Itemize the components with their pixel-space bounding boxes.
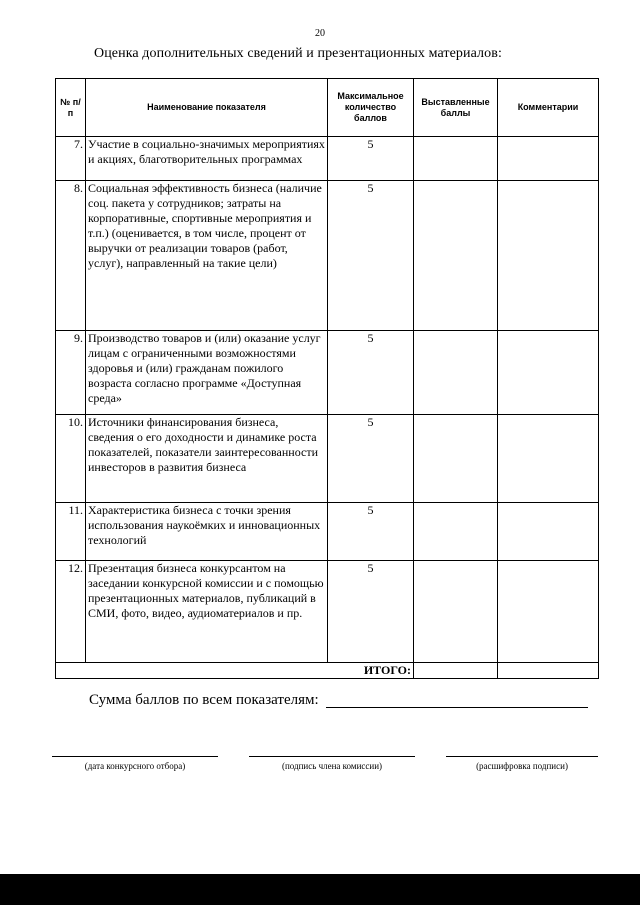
total-comment-cell (498, 663, 599, 679)
row-number: 7. (56, 137, 86, 181)
table-row (56, 331, 599, 415)
table-header-row (56, 79, 599, 137)
section-heading: Оценка дополнительных сведений и презентационных материалов: (94, 46, 502, 61)
header-num: № п/п (56, 79, 86, 137)
row-number: 12. (56, 561, 86, 663)
max-score: 5 (328, 561, 414, 663)
max-score: 5 (328, 137, 414, 181)
comment-cell[interactable] (498, 137, 599, 181)
table-row (56, 137, 599, 181)
indicator-name: Источники финансирования бизнеса, сведения о его доходности и динамике роста показателей, показатели заинтересованности инвесторов в развития бизнеса (86, 415, 328, 503)
indicator-name: Производство товаров и (или) оказание услуг лицам с ограниченными возможностями здоровья и (или) гражданам пожилого возраста согласно программе «Доступная среда» (86, 331, 328, 415)
page-number: 20 (315, 28, 325, 39)
sum-blank-field[interactable] (326, 707, 588, 708)
given-score-cell[interactable] (414, 503, 498, 561)
given-score-cell[interactable] (414, 137, 498, 181)
scan-border-bar (0, 874, 640, 905)
comment-cell[interactable] (498, 415, 599, 503)
given-score-cell[interactable] (414, 561, 498, 663)
row-number: 9. (56, 331, 86, 415)
total-row (56, 663, 599, 679)
signature-decoding-line: (расшифровка подписи) (446, 756, 598, 771)
total-score-cell[interactable] (414, 663, 498, 679)
total-label: ИТОГО: (56, 663, 414, 679)
max-score: 5 (328, 181, 414, 331)
indicator-name: Презентация бизнеса конкурсантом на заседании конкурсной комиссии и с помощью презентационных материалов, публикаций в СМИ, фото, видео, аудиоматериалов и пр. (86, 561, 328, 663)
header-given-score: Выставленные баллы (414, 79, 498, 137)
header-max-score: Максимальное количество баллов (328, 79, 414, 137)
max-score: 5 (328, 331, 414, 415)
header-comments: Комментарии (498, 79, 599, 137)
row-number: 10. (56, 415, 86, 503)
sum-line (89, 692, 319, 709)
given-score-cell[interactable] (414, 181, 498, 331)
max-score: 5 (328, 503, 414, 561)
table-row (56, 181, 599, 331)
table-row (56, 415, 599, 503)
max-score: 5 (328, 415, 414, 503)
indicator-name: Характеристика бизнеса с точки зрения использования наукоёмких и инновационных технологий (86, 503, 328, 561)
comment-cell[interactable] (498, 561, 599, 663)
table-row (56, 503, 599, 561)
row-number: 8. (56, 181, 86, 331)
comment-cell[interactable] (498, 181, 599, 331)
table-row (56, 561, 599, 663)
indicator-name: Участие в социально-значимых мероприятиях и акциях, благотворительных программах (86, 137, 328, 181)
given-score-cell[interactable] (414, 415, 498, 503)
evaluation-table (55, 78, 599, 679)
comment-cell[interactable] (498, 331, 599, 415)
indicator-name: Социальная эффективность бизнеса (наличие соц. пакета у сотрудников; затраты на корпоративные, спортивные мероприятия и т.п.) (оценивается, в том числе, процент от выручки от реализации товаров (работ, услуг), направленный на такие цели) (86, 181, 328, 331)
row-number: 11. (56, 503, 86, 561)
header-name: Наименование показателя (86, 79, 328, 137)
member-signature-line: (подпись члена комиссии) (249, 756, 415, 771)
given-score-cell[interactable] (414, 331, 498, 415)
date-signature-line: (дата конкурсного отбора) (52, 756, 218, 771)
comment-cell[interactable] (498, 503, 599, 561)
sum-label: Сумма баллов по всем показателям: (89, 692, 319, 708)
